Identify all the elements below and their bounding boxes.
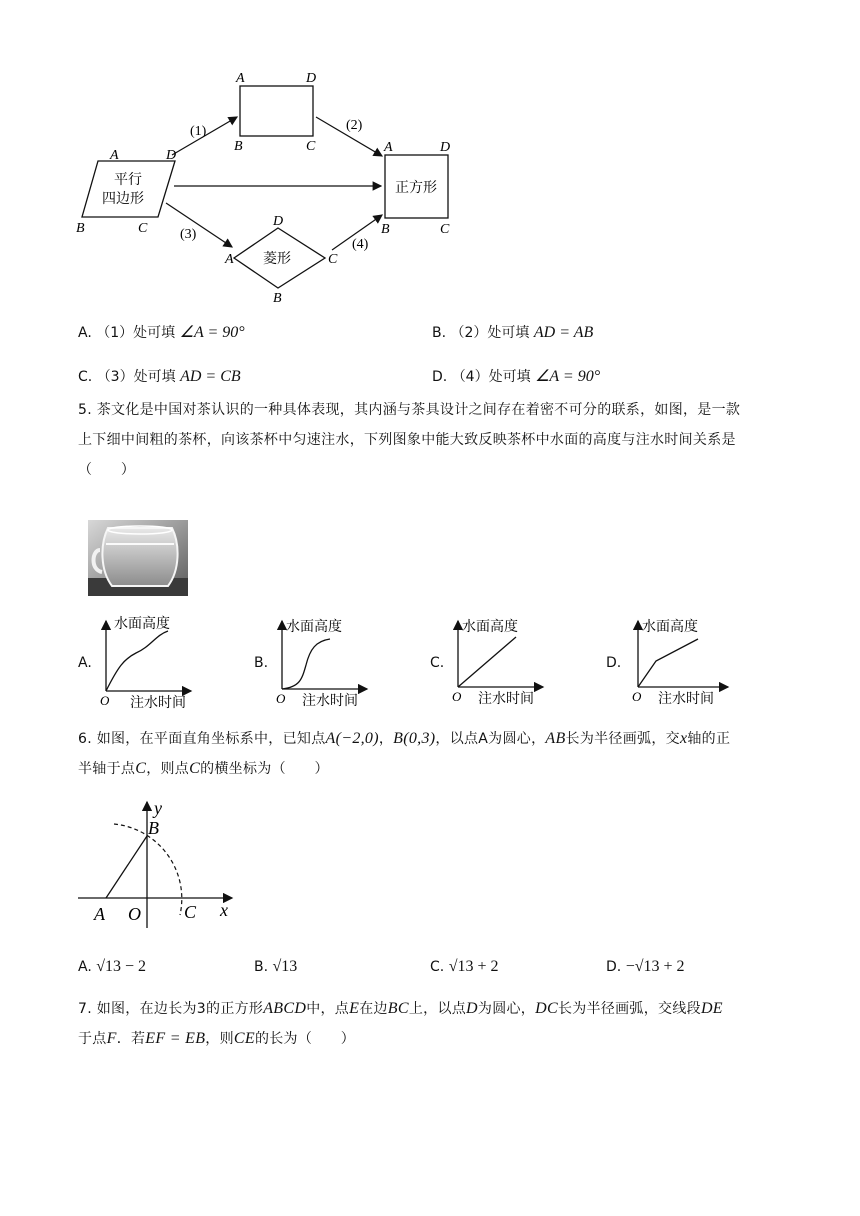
- option-letter: A.: [78, 655, 92, 671]
- q4-option-d[interactable]: [432, 366, 600, 386]
- point-b: B(0,3): [393, 730, 436, 747]
- x-axis-label: 注水时间: [302, 693, 358, 709]
- option-math: ∠A = 90°: [179, 324, 245, 341]
- q5-option-a[interactable]: [78, 615, 258, 715]
- text: ，以点A为圆心，: [435, 731, 546, 747]
- text: ，: [378, 731, 394, 747]
- option-letter: C.: [78, 369, 93, 385]
- rect-vertex-A: A: [236, 71, 245, 86]
- side-bc: BC: [387, 1000, 409, 1017]
- option-text: （2）处可填: [450, 325, 530, 341]
- parallelogram-shape: [82, 161, 175, 217]
- step-label-4: (4): [352, 237, 369, 252]
- option-text: （3）处可填: [96, 369, 176, 385]
- origin-label: O: [276, 691, 286, 706]
- option-math: ∠A = 90°: [535, 368, 601, 385]
- text: ，则点: [146, 761, 190, 777]
- rhombus-vertex-C: C: [328, 252, 338, 267]
- q4-option-b[interactable]: [432, 322, 593, 342]
- q6-option-c[interactable]: [430, 958, 499, 976]
- x-axis-label: 注水时间: [658, 691, 714, 707]
- graph-b: [272, 615, 412, 711]
- x-label: x: [220, 900, 228, 920]
- point-e: E: [349, 1000, 360, 1017]
- q6-line-1: [78, 724, 798, 754]
- rhombus-label: 菱形: [263, 251, 291, 267]
- text: 为圆心，: [477, 1001, 536, 1017]
- option-letter: D.: [606, 655, 622, 671]
- segment-dc: DC: [535, 1000, 558, 1017]
- q6-option-b[interactable]: [254, 958, 297, 976]
- rect-vertex-C: C: [306, 139, 316, 154]
- point-c: C: [135, 760, 147, 777]
- text: 中，点: [306, 1001, 350, 1017]
- o-label: O: [128, 904, 141, 924]
- text: 6. 如图，在平面直角坐标系中，已知点: [78, 731, 326, 747]
- step-label-2: (2): [346, 118, 363, 133]
- option-text: （4）处可填: [451, 369, 531, 385]
- segment-ab-line: [106, 836, 147, 898]
- option-expr: √13 − 2: [96, 958, 147, 975]
- parallelogram-label-line2: 四边形: [102, 191, 144, 207]
- x-var: x: [679, 730, 688, 747]
- parallelogram-label-line1: 平行: [114, 172, 142, 188]
- q6-option-a[interactable]: [78, 958, 146, 976]
- q4-option-a[interactable]: [78, 322, 245, 342]
- q6-line-2: [78, 754, 798, 784]
- c-label: C: [184, 902, 197, 922]
- x-axis-label: 注水时间: [130, 695, 186, 711]
- segment-ab: AB: [545, 730, 566, 747]
- rhombus-vertex-A: A: [225, 252, 234, 267]
- line-d: [638, 639, 698, 687]
- option-math: AD = AB: [533, 324, 594, 341]
- curve-a: [106, 631, 168, 691]
- q7-line-1: [78, 994, 808, 1024]
- option-letter: C.: [430, 655, 445, 671]
- q5-option-c[interactable]: [430, 615, 610, 715]
- q6-stem: [78, 724, 798, 784]
- q5-stem: [78, 395, 798, 485]
- point-a: A(−2,0): [325, 730, 379, 747]
- curve-b: [282, 639, 330, 689]
- square-vertex-C: C: [440, 222, 450, 237]
- square-vertex-A: A: [384, 140, 393, 155]
- arrow-3: [166, 203, 232, 247]
- option-text: （1）处可填: [96, 325, 176, 341]
- quadrilateral-flow-diagram: [70, 65, 470, 310]
- y-axis-label: 水面高度: [114, 616, 170, 632]
- q5-option-b[interactable]: [254, 615, 434, 715]
- q5-option-d[interactable]: [606, 615, 796, 715]
- rhombus-vertex-B: B: [273, 291, 282, 306]
- text: 上，以点: [408, 1001, 467, 1017]
- square-label: 正方形: [395, 180, 437, 196]
- option-letter: C.: [430, 959, 445, 975]
- para-vertex-A: A: [110, 148, 119, 163]
- text: 轴的正: [687, 731, 731, 747]
- rectangle-shape: [240, 86, 313, 136]
- option-math: AD = CB: [180, 368, 241, 385]
- origin-label: O: [452, 689, 462, 704]
- line-c: [458, 637, 516, 687]
- graph-c: [448, 615, 588, 711]
- option-letter: A.: [78, 325, 92, 341]
- text: 在边: [359, 1001, 388, 1017]
- y-label: y: [154, 798, 162, 818]
- option-expr: √13: [272, 958, 298, 975]
- option-letter: B.: [254, 655, 269, 671]
- text: 长为半径画弧，交线段: [557, 1001, 701, 1017]
- b-label: B: [148, 818, 159, 838]
- q7-line-2: [78, 1024, 808, 1054]
- para-vertex-B: B: [76, 221, 85, 236]
- x-axis-label: 注水时间: [478, 691, 534, 707]
- step-label-3: (3): [180, 227, 197, 242]
- option-expr: −√13 + 2: [625, 958, 685, 975]
- point-c: C: [189, 760, 201, 777]
- square-vertex-B: B: [381, 222, 390, 237]
- option-letter: B.: [432, 325, 447, 341]
- square-abcd: ABCD: [263, 1000, 307, 1017]
- text: 的长为（ ）: [254, 1031, 356, 1047]
- option-letter: D.: [432, 369, 448, 385]
- option-letter: B.: [254, 959, 269, 975]
- graph-a: [96, 615, 236, 711]
- y-axis-label: 水面高度: [286, 619, 342, 635]
- y-axis-label: 水面高度: [462, 619, 518, 635]
- option-expr: √13 + 2: [448, 958, 499, 975]
- segment-de: DE: [700, 1000, 723, 1017]
- text: ．若: [116, 1031, 146, 1047]
- origin-label: O: [100, 693, 110, 708]
- rect-vertex-B: B: [234, 139, 243, 154]
- q5-line-2: 上下细中间粗的茶杯，向该茶杯中匀速注水，下列图象中能大致反映茶杯中水面的高度与注水时间关系是: [78, 432, 736, 448]
- point-d: D: [466, 1000, 478, 1017]
- segment-ce: CE: [233, 1030, 255, 1047]
- q6-option-d[interactable]: [606, 958, 685, 976]
- step-label-1: (1): [190, 124, 207, 139]
- option-letter: D.: [606, 959, 622, 975]
- origin-label: O: [632, 689, 642, 704]
- q4-option-c[interactable]: [78, 366, 241, 386]
- y-axis-label: 水面高度: [642, 619, 698, 635]
- a-label: A: [94, 904, 105, 924]
- text: 半轴于点: [78, 761, 136, 777]
- option-letter: A.: [78, 959, 92, 975]
- para-vertex-D: D: [166, 148, 177, 163]
- teacup-photo: [88, 520, 188, 596]
- text: ，则: [205, 1031, 234, 1047]
- square-vertex-D: D: [440, 140, 451, 155]
- point-f: F: [106, 1030, 117, 1047]
- q5-line-1: 5. 茶文化是中国对茶认识的一种具体表现，其内涵与茶具设计之间存在着密不可分的联系，如图，是一款: [78, 402, 741, 418]
- text: 7. 如图，在边长为3的正方形: [78, 1001, 264, 1017]
- rect-vertex-D: D: [306, 71, 317, 86]
- graph-d: [628, 615, 788, 711]
- q6-coordinate-figure: [72, 798, 242, 938]
- q5-line-3: （ ）: [78, 462, 136, 478]
- text: 的横坐标为（ ）: [200, 761, 329, 777]
- rhombus-vertex-D: D: [273, 214, 284, 229]
- text: 长为半径画弧，交: [565, 731, 680, 747]
- q5-graph-options: [78, 615, 798, 715]
- q7-stem: [78, 994, 808, 1054]
- condition: EF = EB: [145, 1030, 206, 1047]
- para-vertex-C: C: [138, 221, 148, 236]
- text: 于点: [78, 1031, 107, 1047]
